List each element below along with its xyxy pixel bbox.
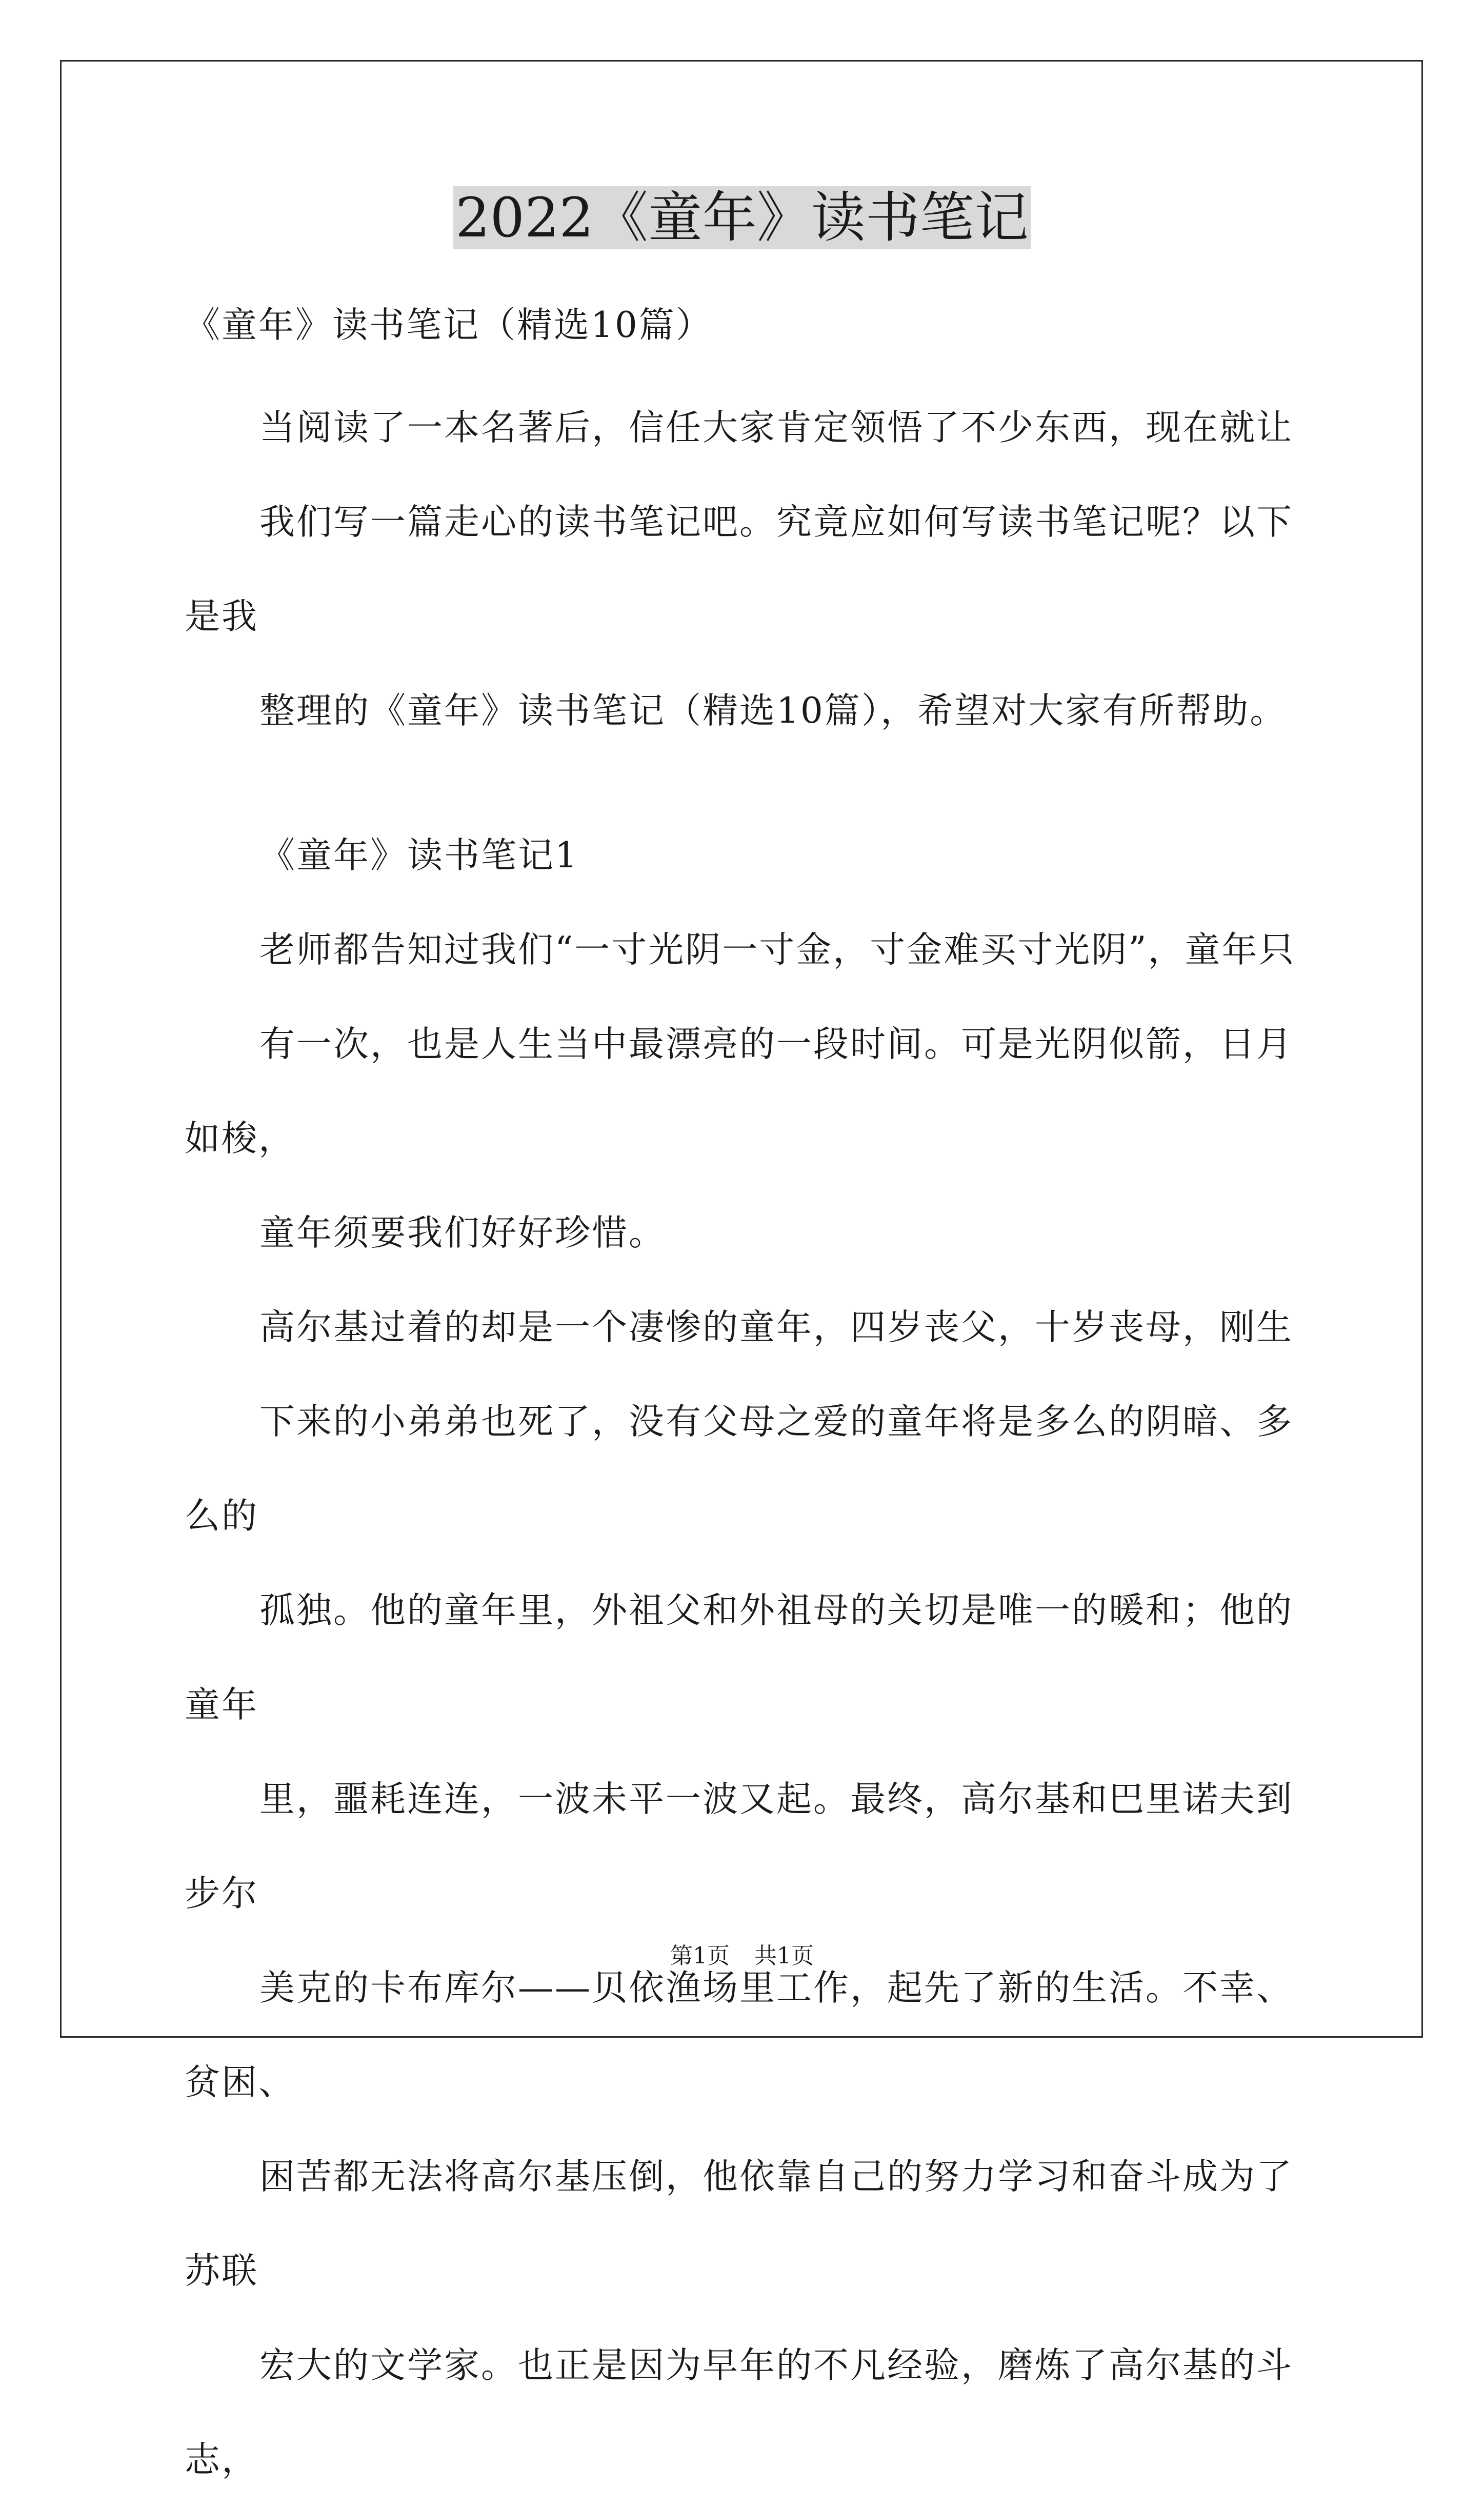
intro-line: 整理的《童年》读书笔记（精选10篇），希望对大家有所帮助。: [259, 690, 1287, 731]
section-heading: 《童年》读书笔记1: [259, 835, 579, 876]
paragraph-line: 困苦都无法将高尔基压倒，他依靠自己的努力学习和奋斗成为了苏联: [185, 2156, 1293, 2292]
body-paragraph-1: [185, 903, 1308, 1280]
intro-line: 我们写一篇走心的读书笔记吧。究竟应如何写读书笔记呢？以下是我: [185, 502, 1293, 637]
page-footer: [0, 1941, 1484, 1972]
paragraph-line: 有一次，也是人生当中最漂亮的一段时间。可是光阴似箭，日月如梭，: [185, 1024, 1293, 1159]
document-body: [185, 278, 1308, 2507]
paragraph-line: 下来的小弟弟也死了，没有父母之爱的童年将是多么的阴暗、多么的: [185, 1401, 1293, 1537]
document-title-text: 2022《童年》读书笔记: [453, 186, 1031, 249]
paragraph-line: 美克的卡布库尔——贝依渔场里工作，起先了新的生活。不幸、贫困、: [185, 1967, 1293, 2103]
body-paragraph-2: [185, 1280, 1308, 2507]
page-number: 第1页: [670, 1943, 730, 1969]
page-total: 共1页: [754, 1943, 814, 1969]
intro-line: 当阅读了一本名著后，信任大家肯定领悟了不少东西，现在就让: [259, 407, 1293, 448]
intro-paragraph: [185, 381, 1308, 758]
paragraph-line: 里，噩耗连连，一波未平一波又起。最终，高尔基和巴里诺夫到步尔: [185, 1779, 1293, 1914]
paragraph-line: 宏大的文学家。也正是因为早年的不凡经验，磨炼了高尔基的斗志，: [185, 2345, 1293, 2480]
paragraph-line: 童年须要我们好好珍惜。: [259, 1212, 666, 1254]
paragraph-line: 孤独。他的童年里，外祖父和外祖母的关切是唯一的暖和；他的童年: [185, 1590, 1293, 1725]
document-title: [0, 182, 1484, 254]
paragraph-line: 高尔基过着的却是一个凄惨的童年，四岁丧父，十岁丧母，刚生: [259, 1307, 1293, 1348]
paragraph-line: 老师都告知过我们“一寸光阴一寸金，寸金难买寸光阴”，童年只: [259, 929, 1296, 970]
document-subtitle: 《童年》读书笔记（精选10篇）: [185, 305, 713, 346]
